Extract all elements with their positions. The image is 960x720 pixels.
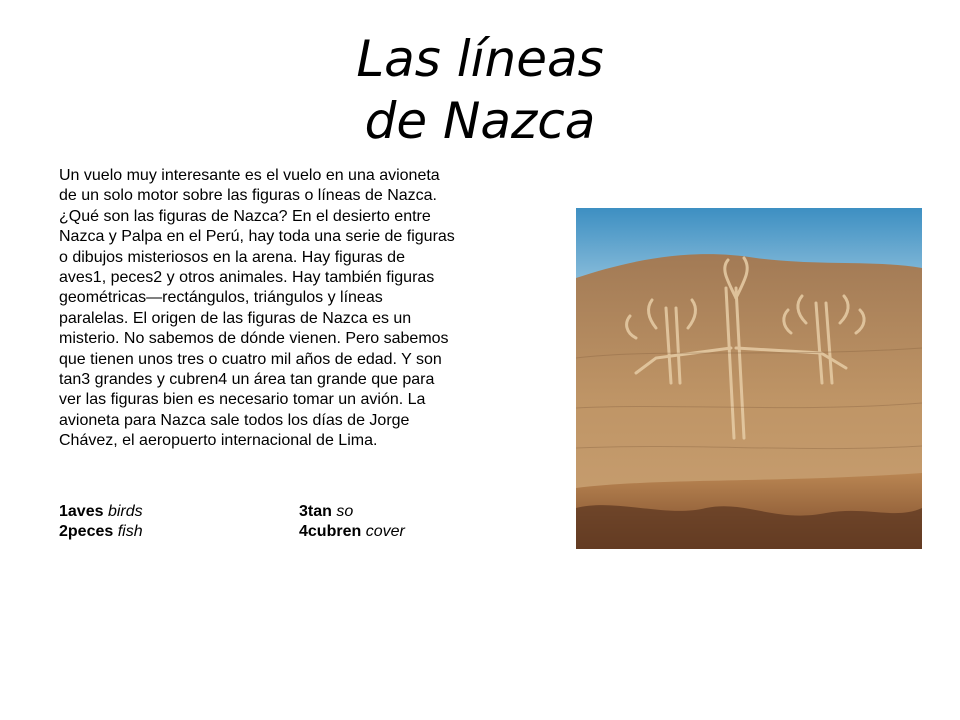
body-line: ¿Qué son las figuras de Nazca? En el desierto entre: [59, 207, 431, 225]
glossary-meaning: birds: [107, 503, 143, 520]
body-line: tan3 grandes y cubren4 un área tan grande que para: [59, 371, 435, 389]
title-line-1: Las líneas: [356, 30, 604, 88]
glossary-row: [59, 522, 539, 542]
body-line: que tienen unos tres o cuatro mil años de edad. Y son: [59, 350, 442, 368]
glossary-entry: [299, 522, 539, 542]
body-paragraph: [59, 166, 539, 452]
slide-title: [0, 28, 960, 152]
body-line: avioneta para Nazca sale todos los días de Jorge: [59, 411, 410, 429]
body-line: de un solo motor sobre las figuras o líneas de Nazca.: [59, 187, 437, 205]
glossary-term: 4cubren: [299, 523, 362, 541]
nazca-candelabra-photo: [576, 208, 922, 549]
photo-illustration: [576, 208, 922, 549]
body-line: Nazca y Palpa en el Perú, hay toda una serie de figuras: [59, 228, 455, 246]
glossary-entry: [299, 502, 539, 522]
glossary: [59, 502, 539, 543]
glossary-term: 3tan: [299, 503, 332, 520]
glossary-term: 1aves: [59, 503, 104, 520]
title-line-2: de Nazca: [364, 92, 596, 150]
body-line: ver las figuras bien es necesario tomar un avión. La: [59, 391, 426, 409]
glossary-row: [59, 502, 539, 522]
body-line: misterio. No sabemos de dónde vienen. Pero sabemos: [59, 330, 449, 348]
glossary-meaning: cover: [365, 523, 405, 541]
glossary-entry: [59, 522, 299, 542]
glossary-meaning: so: [336, 503, 354, 520]
body-line: geométricas—rectángulos, triángulos y líneas: [59, 289, 383, 307]
body-line: Chávez, el aeropuerto internacional de Lima.: [59, 432, 378, 450]
body-line: o dibujos misteriosos en la arena. Hay figuras de: [59, 248, 405, 266]
body-line: Un vuelo muy interesante es el vuelo en una avioneta: [59, 167, 440, 184]
body-line: paralelas. El origen de las figuras de Nazca es un: [59, 309, 412, 327]
glossary-meaning: fish: [117, 523, 143, 541]
glossary-term: 2peces: [59, 523, 114, 541]
glossary-entry: [59, 502, 299, 522]
body-line: aves1, peces2 y otros animales. Hay también figuras: [59, 269, 435, 287]
